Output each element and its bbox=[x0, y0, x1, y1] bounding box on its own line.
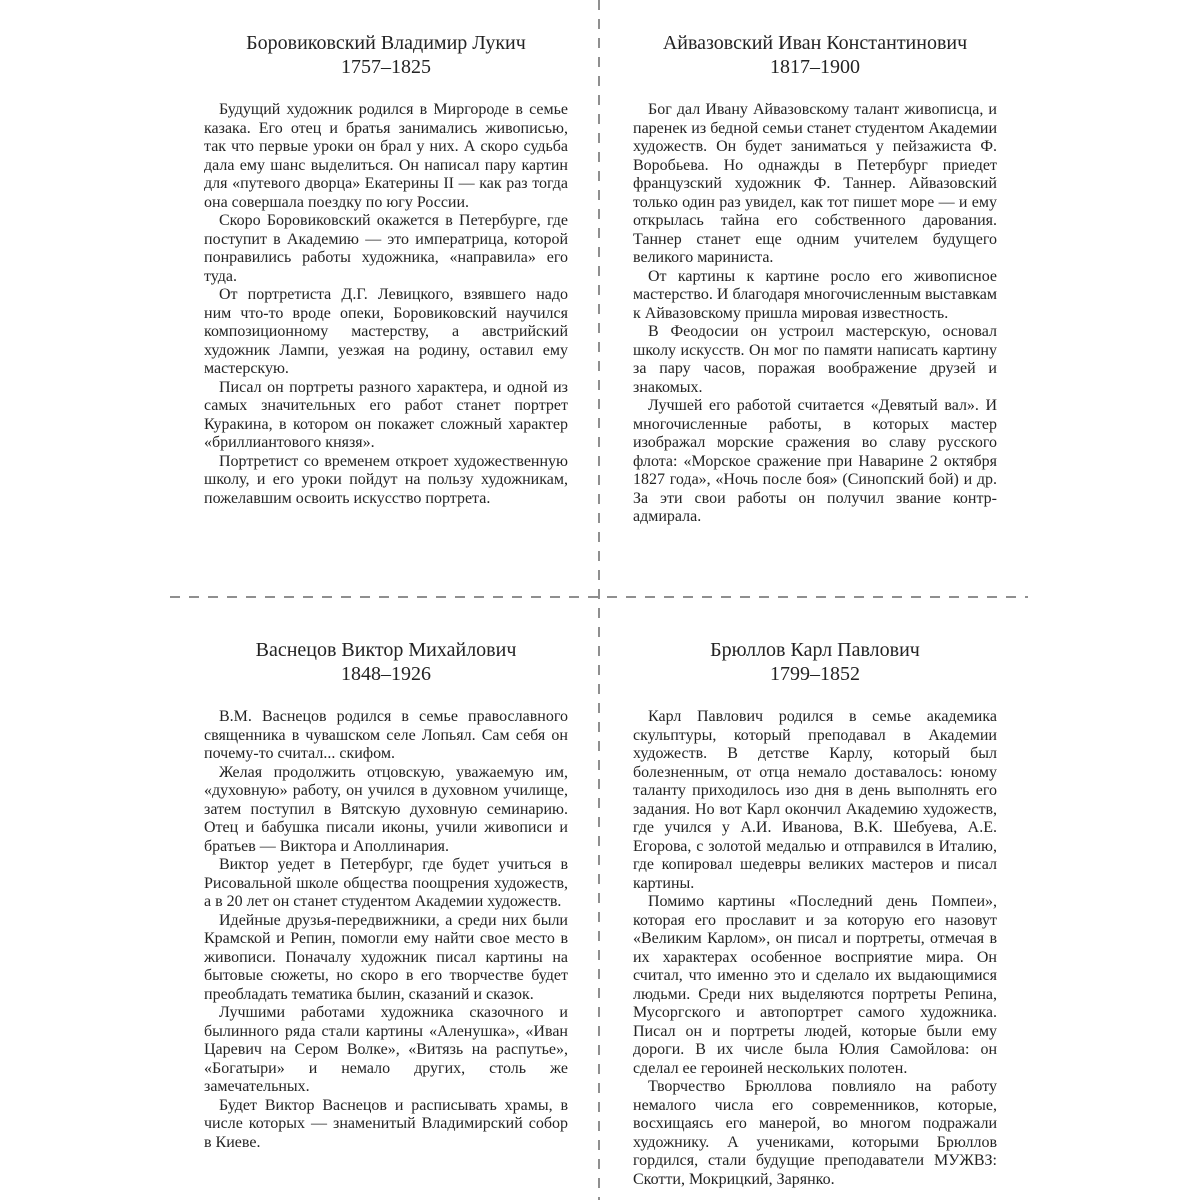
biography-text bbox=[204, 101, 568, 508]
paragraph: Виктор уедет в Петербург, где будет учиться в Рисовальной школе общества поощрения художеств, а в 20 лет он станет студентом Академии художеств. bbox=[204, 856, 568, 910]
paragraph: Будущий художник родился в Миргороде в семье казака. Его отец и братья занимались живописью, так что первые уроки он брал у них. А скоро судьба дала ему шанс выделиться. Он написал пару картин для «путевого дворца» Екатерины II — как раз тогда она совершала поездку по югу России. bbox=[204, 101, 568, 211]
paragraph: Писал он портреты разного характера, и одной из самых значительных его работ станет портрет Куракина, в котором он покажет сложный характер «бриллиантового князя». bbox=[204, 378, 568, 451]
card-borovikovsky bbox=[204, 31, 568, 571]
card-aivazovsky bbox=[633, 31, 997, 571]
card-vasnetsov bbox=[204, 638, 568, 1194]
paragraph: Творчество Брюллова повлияло на работу немалого числа его современников, которые, восхищаясь его манерой, во многом подражали художнику. А учениками, которыми Брюллов гордился, стали будущие преподаватели МУЖВЗ: Скотти, Мокрицкий, Зарянко. bbox=[633, 1078, 997, 1188]
paragraph: В.М. Васнецов родился в семье православного священника в чувашском селе Лопьял. Сам себя он почему-то считал... скифом. bbox=[204, 708, 568, 762]
artist-years: 1799–1852 bbox=[770, 663, 860, 685]
paragraph: От портретиста Д.Г. Левицкого, взявшего надо ним что-то вроде опеки, Боровиковский научился композиционному мастерству, а австрийский художник Лампи, уезжая на родину, оставил ему мастерскую. bbox=[204, 286, 568, 377]
artist-years: 1817–1900 bbox=[770, 56, 860, 78]
card-bryullov bbox=[633, 638, 997, 1194]
paragraph: От картины к картине росло его живописное мастерство. И благодаря многочисленным выставкам к Айвазовскому пришла мировая известность. bbox=[633, 267, 997, 322]
biography-text bbox=[633, 708, 997, 1189]
paragraph: Скоро Боровиковский окажется в Петербурге, где поступит в Академию — это императрица, которой понравились работы художника, «направила» его туда. bbox=[204, 212, 568, 285]
paragraph: Лучшей его работой считается «Девятый вал». И многочисленные работы, в которых мастер изображал морские сражения во славу русского флота: «Морское сражение при Наварине 2 октября 1827 года», «Ночь после боя» (Синопский бой) и др. За эти свои работы он получил звание контр-адмирала. bbox=[633, 397, 997, 525]
artist-name: Васнецов Виктор Михайлович bbox=[255, 639, 517, 661]
biography-text bbox=[633, 101, 997, 527]
paragraph: Бог дал Ивану Айвазовскому талант живописца, и паренек из бедной семьи станет студентом Академии художеств. Он будет заниматься у пейзажиста Ф. Воробьева. Но однажды в Петербург приедет французский художник Ф. Таннер. Айвазовский только один раз увидел, как тот пишет море — и ему открылась тайна его собственного дарования. Таннер станет еще одним учителем будущего великого мариниста. bbox=[633, 101, 997, 266]
artist-name: Боровиковский Владимир Лукич bbox=[246, 32, 526, 54]
paragraph: Карл Павлович родился в семье академика скульптуры, который преподавал в Академии художеств. В детстве Карлу, который был болезненным, от отца немало доставалось: юному таланту приходилось изо дня в день выполнять его задания. Но вот Карл окончил Академию художеств, где учился у А.И. Иванова, В.К. Шебуева, А.Е. Егорова, с золотой медалью и отправился в Италию, где копировал шедевры великих мастеров и писал картины. bbox=[633, 708, 997, 892]
paragraph: Будет Виктор Васнецов и расписывать храмы, в числе которых — знаменитый Владимирский собор в Киеве. bbox=[204, 1096, 568, 1151]
artist-years: 1848–1926 bbox=[341, 663, 431, 685]
artist-name: Брюллов Карл Павлович bbox=[710, 639, 920, 661]
paragraph: Идейные друзья-передвижники, а среди них были Крамской и Репин, помогли ему найти свое место в живописи. Поначалу художник писал картины на бытовые сюжеты, но скоро в его творчестве будет преобладать тематика былин, сказаний и сказок. bbox=[204, 911, 568, 1003]
biography-text bbox=[204, 708, 568, 1152]
vertical-cut-line bbox=[598, 0, 600, 1200]
horizontal-cut-line bbox=[170, 596, 1028, 598]
paragraph: В Феодосии он устроил мастерскую, основал школу искусств. Он мог по памяти написать картину за пару часов, поражая воображение друзей и знакомых. bbox=[633, 323, 997, 396]
paragraph: Лучшими работами художника сказочного и былинного ряда стали картины «Аленушка», «Иван Царевич на Сером Волке», «Витязь на распутье», «Богатыри» и немало других, столь же замечательных. bbox=[204, 1004, 568, 1095]
paragraph: Желая продолжить отцовскую, уважаемую им, «духовную» работу, он учился в духовном училище, затем поступил в Вятскую духовную семинарию. Отец и бабушка писали иконы, учили живописи и братьев — Виктора и Аполлинария. bbox=[204, 763, 568, 855]
artist-name: Айвазовский Иван Константинович bbox=[662, 32, 968, 54]
paragraph: Портретист со временем откроет художественную школу, и его уроки пойдут на пользу художникам, пожелавшим освоить искусство портрета. bbox=[204, 452, 568, 507]
paragraph: Помимо картины «Последний день Помпеи», которая его прославит и за которую его назовут «Великим Карлом», он писал и портреты, отмечая в их характерах особенное восприятие мира. Он считал, что именно это и сделало их выдающимися людьми. Среди них выделяются портреты Репина, Мусоргского и автопортрет самого художника. Писал он и портреты людей, которые были ему дороги. В их числе была Юлия Самойлова: он сделал ее героиней нескольких полотен. bbox=[633, 893, 997, 1077]
artist-years: 1757–1825 bbox=[341, 56, 431, 78]
